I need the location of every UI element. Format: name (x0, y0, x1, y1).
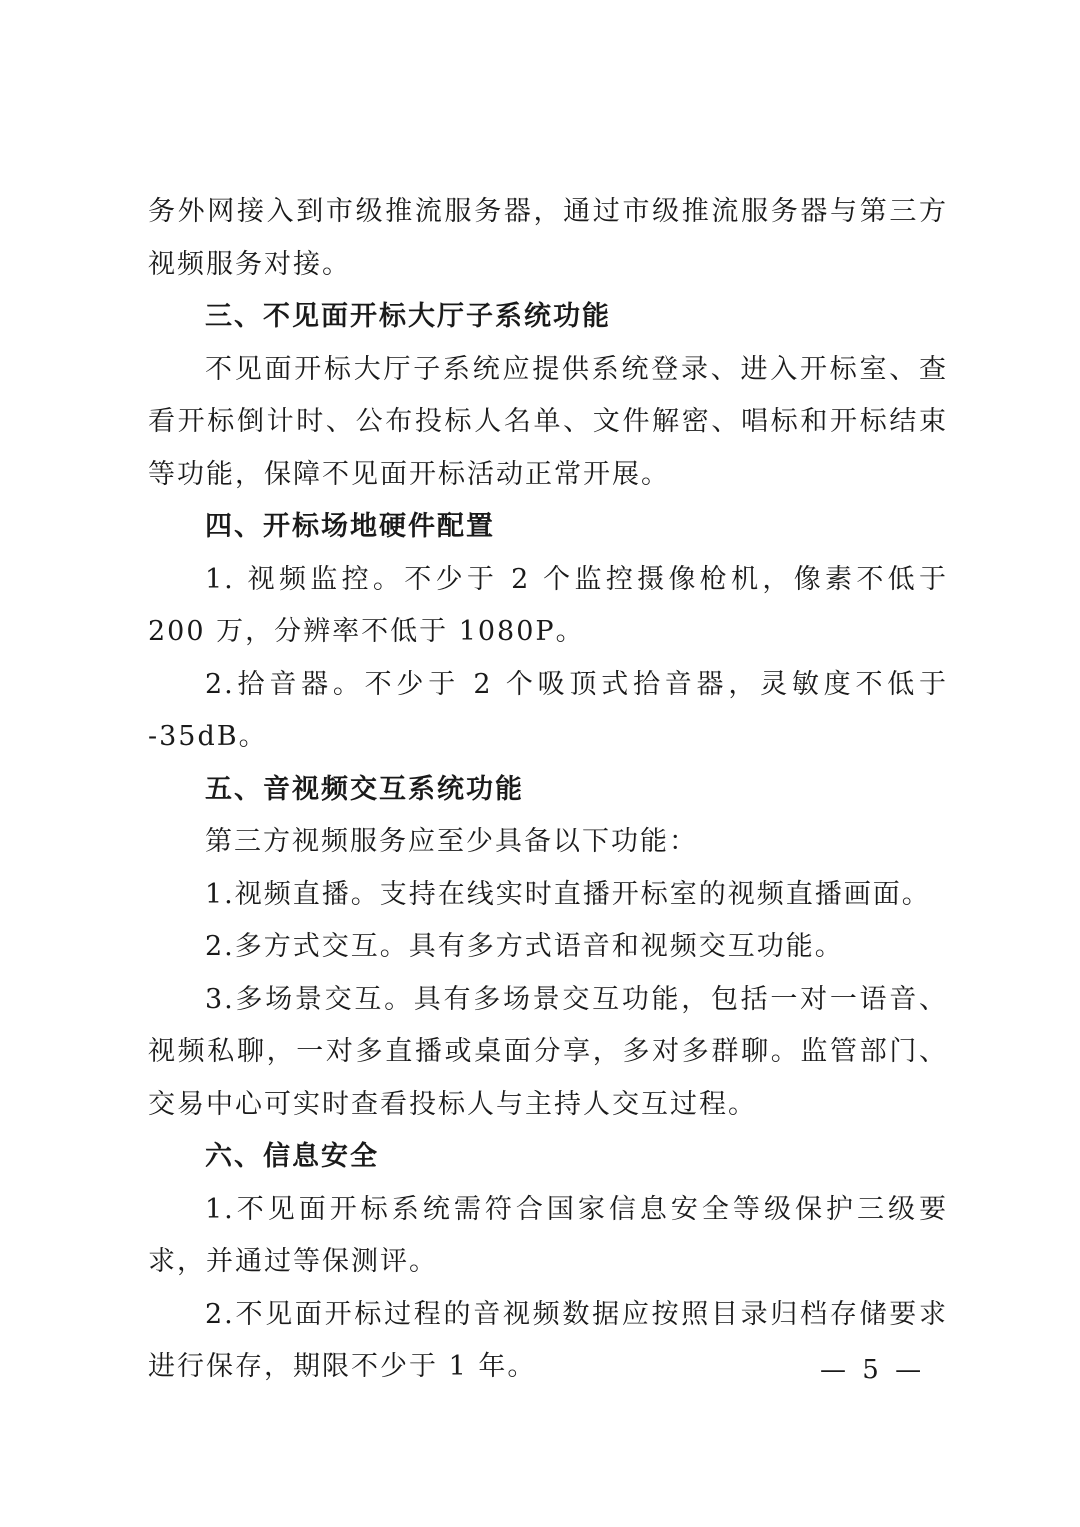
section-heading-3: 三、不见面开标大厅子系统功能 (205, 301, 611, 332)
section-heading-6: 六、信息安全 (205, 1141, 379, 1172)
paragraph-7: 第三方视频服务应至少具备以下功能： (205, 826, 698, 857)
page-number: — 5 — (820, 1355, 926, 1385)
paragraph-4: 1. 视频监控。不少于 2 个监控摄像枪机，像素不低于 200 万，分辨率不低于 1080P。 (148, 563, 948, 647)
paragraph-10: 3.多场景交互。具有多场景交互功能，包括一对一语音、视频私聊，一对多直播或桌面分享，多对多群聊。监管部门、交易中心可实时查看投标人与主持人交互过程。 (148, 983, 948, 1120)
document-body (148, 186, 948, 1394)
paragraph-2: 不见面开标大厅子系统应提供系统登录、进入开标室、查看开标倒计时、公布投标人名单、文件解密、唱标和开标结束等功能，保障不见面开标活动正常开展。 (148, 353, 948, 490)
paragraph-5: 2.拾音器。不少于 2 个吸顶式拾音器，灵敏度不低于 -35dB。 (148, 668, 948, 752)
paragraph-9: 2.多方式交互。具有多方式语音和视频交互功能。 (205, 931, 844, 962)
section-heading-5: 五、音视频交互系统功能 (205, 773, 524, 805)
paragraph-13: 2.不见面开标过程的音视频数据应按照目录归档存储要求进行保存，期限不少于 1 年。 (148, 1298, 948, 1382)
paragraph-0: 务外网接入到市级推流服务器，通过市级推流服务器与第三方视频服务对接。 (148, 196, 948, 280)
section-heading-4: 四、开标场地硬件配置 (205, 511, 495, 542)
paragraph-12: 1.不见面开标系统需符合国家信息安全等级保护三级要求，并通过等保测评。 (148, 1193, 948, 1277)
paragraph-8: 1.视频直播。支持在线实时直播开标室的视频直播画面。 (205, 878, 931, 910)
